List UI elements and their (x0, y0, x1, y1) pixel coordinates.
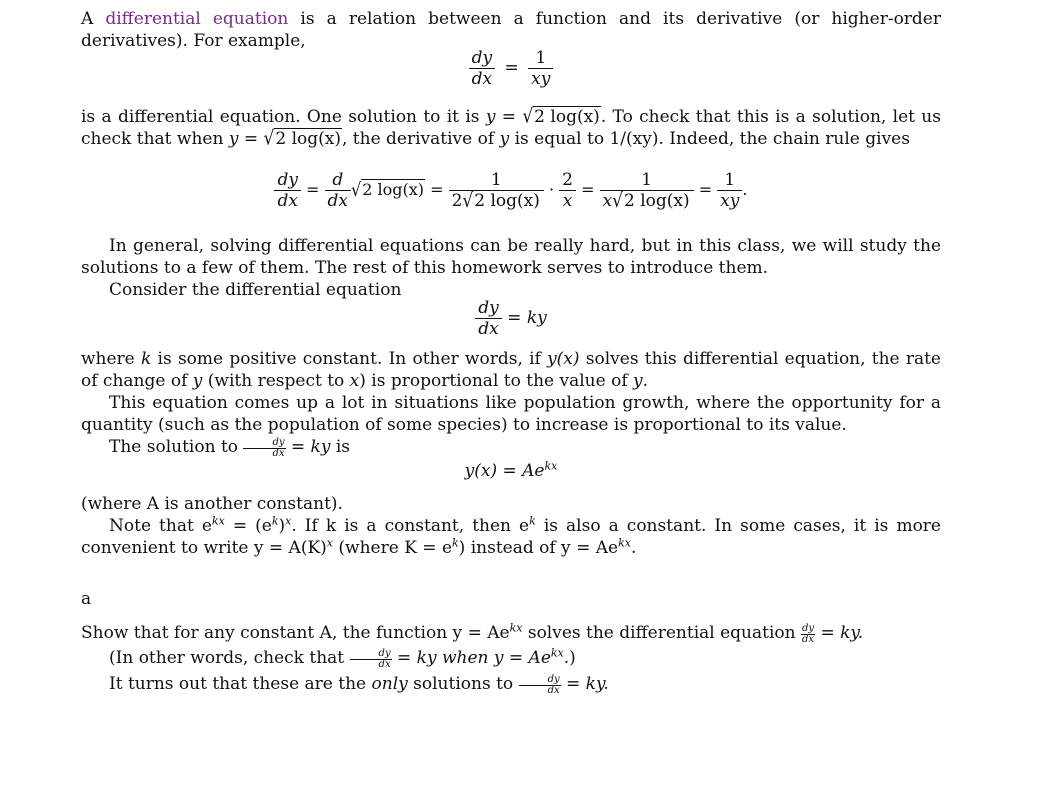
paragraph-solution: is a differential equation. One solution to it is y = √2 log(x). To check that this is a solution, let us check that when y = √2 log(x), the derivative of y is equal to 1/(xy). Indeed, the chain rule gives (81, 105, 941, 151)
question-only-solutions: It turns out that these are the only solutions to $\frac{dy}{dx}$ = ky. (109, 674, 609, 696)
equation-1: $\frac{dy}{dx}$ = $\frac{1}{xy}$ (81, 48, 941, 89)
sqrt-solution-1: √2 log(x) (522, 105, 600, 129)
sqrt-solution-2: √2 log(x) (263, 127, 341, 151)
var-y-2: y (228, 129, 239, 149)
intro-text-b: is a relation between a function and its derivative (or higher-order derivatives). For example, (81, 9, 941, 51)
paragraph-note: Note that $e^{kx} = (e^k)^x$. If k is a constant, then $e^k$ is also a constant. In some cases, it is more convenient to write $y = A(K)^x$ (where $K = e^k$) instead of $y = Ae^{kx}$. (81, 514, 941, 558)
eq2-sqrt: √2 log(x) (351, 178, 424, 201)
paragraph-consider: Consider the differential equation (109, 280, 402, 300)
paragraph-population: This equation comes up a lot in situations like population growth, where the opportunity for a quantity (such as the population of some species) to increase is proportional to its value. (81, 393, 941, 435)
paragraph-general: In general, solving differential equations can be really hard, but in this class, we will study the solutions to a few of them. The rest of this homework serves to introduce them. (81, 236, 941, 278)
eq2-frac-1-over-2sqrt: $\frac{1}{2√2 \log(x)}$ (449, 170, 544, 211)
eq2-frac-ddx: $\frac{d}{dx}$ (325, 170, 351, 211)
p2-text-a: is a differential equation. One solution to it is (81, 107, 486, 127)
eq2-frac-dydx: $\frac{dy}{dx}$ (274, 170, 301, 211)
intro-text-a: A (81, 9, 106, 29)
equation-4: $y(x) = Ae^{kx}$ (464, 459, 558, 481)
section-label-a: a (81, 589, 92, 609)
eq1-lhs-fraction: $\frac{dy}{dx}$ (469, 48, 496, 89)
inline-frac-dydx-1: $\frac{dy}{dx}$ (243, 438, 285, 459)
p2-text-b: . To check that this is a solution, let us check that when (81, 107, 941, 149)
var-y-3: y (499, 129, 510, 149)
question-in-other-words: (In other words, check that $\frac{dy}{dx}$ = ky when $y = Ae^{kx}$.) (109, 646, 576, 670)
eq2-frac-2-over-x: $\frac{2}{x}$ (559, 170, 576, 211)
paragraph-where-k: where k is some positive constant. In other words, if y(x) solves this differential equation, the rate of change of y (with respect to x) is proportional to the value of y. (81, 349, 941, 391)
equation-3 (81, 298, 941, 339)
paragraph-solution-to: The solution to $\frac{dy}{dx}$ = ky is (109, 437, 351, 459)
eq3-rhs: = ky (507, 308, 547, 328)
inline-frac-dydx-2: $\frac{dy}{dx}$ (802, 623, 815, 645)
eq2-frac-1-over-xsqrt: $\frac{1}{x√2 \log(x)}$ (600, 170, 694, 211)
question-show: Show that for any constant A, the function $y = Ae^{kx}$ solves the differential equation $\frac{dy}{dx}$ = ky. (81, 621, 864, 645)
paragraph-where-A: (where A is another constant). (81, 494, 343, 514)
intro-paragraph (81, 8, 941, 52)
eq1-rhs-fraction: $\frac{1}{xy}$ (528, 48, 553, 89)
p2-text-c: , the derivative of (341, 129, 500, 149)
eq2-frac-1-over-xy: $\frac{1}{xy}$ (717, 170, 742, 211)
eq3-fraction: $\frac{dy}{dx}$ (475, 298, 502, 339)
p2-text-d: is equal to 1/(xy). Indeed, the chain rule gives (509, 129, 910, 149)
var-y: y (485, 107, 496, 127)
inline-frac-dydx-4: $\frac{dy}{dx}$ (519, 675, 561, 696)
equation-2-chain-rule: $\frac{dy}{dx}$ = $\frac{d}{dx}$ √2 log(x) = $\frac{1}{2√2 \log(x)}$ · $\frac{2}{x}$ = $\frac{1}{x√2 \log(x)}$ = $\frac{1}{xy}$ . (81, 170, 941, 211)
inline-frac-dydx-3: $\frac{dy}{dx}$ (350, 649, 392, 670)
differential-equation-link[interactable]: differential equation (105, 9, 289, 29)
